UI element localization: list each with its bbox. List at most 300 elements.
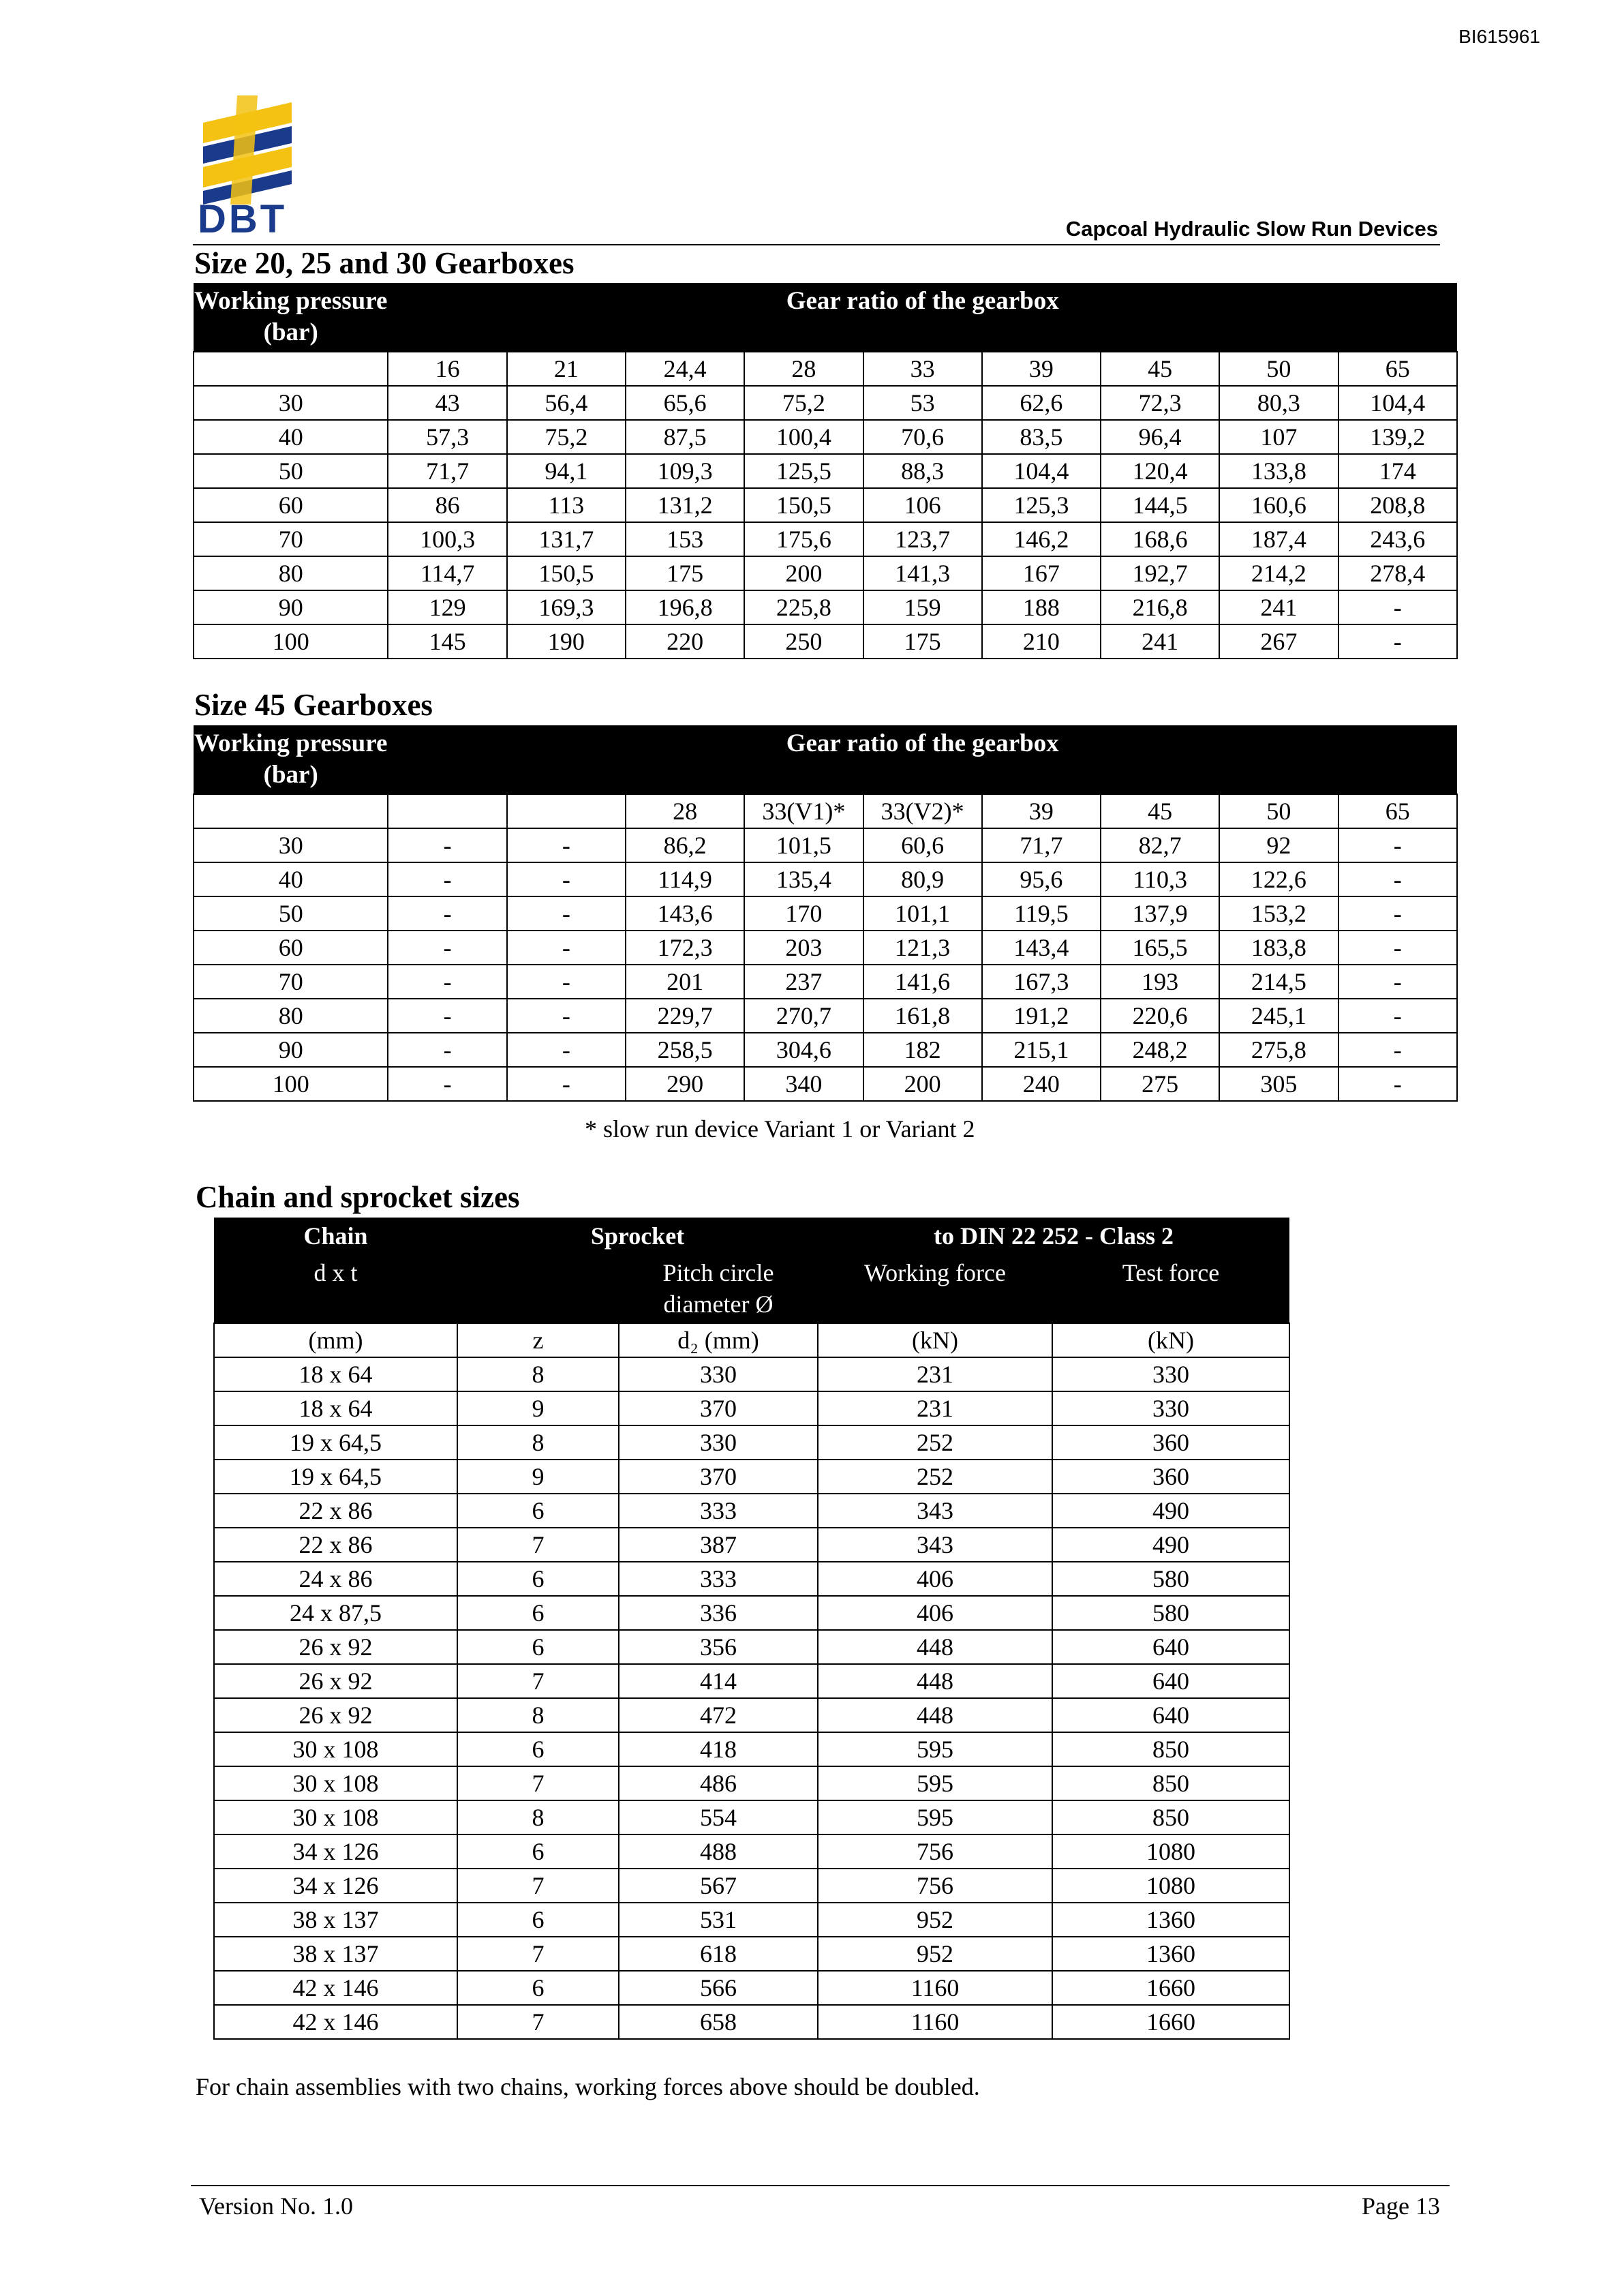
value-cell: 65,6 [626, 386, 744, 420]
value-cell: 86 [388, 488, 506, 522]
value-cell: - [388, 1033, 506, 1067]
ratio-cell: 45 [1101, 352, 1219, 386]
section3-title: Chain and sprocket sizes [196, 1180, 520, 1214]
value-cell: 580 [1052, 1596, 1289, 1630]
value-cell: 330 [1052, 1391, 1289, 1425]
value-cell: 165,5 [1101, 931, 1219, 965]
pressure-cell: 40 [194, 420, 388, 454]
value-cell: 330 [619, 1357, 818, 1391]
table-row [194, 556, 1457, 590]
table-row [214, 1766, 1289, 1800]
value-cell: 360 [1052, 1425, 1289, 1460]
empty-cell [194, 352, 388, 386]
value-cell: - [507, 1067, 626, 1101]
value-cell: 182 [863, 1033, 982, 1067]
value-cell: 104,4 [1338, 386, 1457, 420]
ratio-cell: 28 [626, 794, 744, 828]
table-row [214, 1630, 1289, 1664]
value-cell: 490 [1052, 1494, 1289, 1528]
pressure-cell: 50 [194, 454, 388, 488]
ratio-cell: 33(V1)* [744, 794, 863, 828]
gearbox-45-table [193, 725, 1458, 1102]
chain-dims-header: d x t [214, 1254, 457, 1323]
value-cell: 229,7 [626, 999, 744, 1033]
value-cell: 119,5 [982, 896, 1101, 931]
ratio-cell [388, 794, 506, 828]
value-cell: 188 [982, 590, 1101, 624]
value-cell: 62,6 [982, 386, 1101, 420]
value-cell: 241 [1101, 624, 1219, 659]
value-cell: 6 [457, 1596, 619, 1630]
value-cell: 26 x 92 [214, 1698, 457, 1732]
table-row [194, 828, 1457, 862]
value-cell: 7 [457, 1937, 619, 1971]
unit-cell: (kN) [1052, 1323, 1289, 1357]
value-cell: 24 x 87,5 [214, 1596, 457, 1630]
value-cell: 210 [982, 624, 1101, 659]
value-cell: 1160 [818, 1971, 1052, 2005]
value-cell: 143,6 [626, 896, 744, 931]
value-cell: - [388, 1067, 506, 1101]
pressure-cell: 100 [194, 1067, 388, 1101]
value-cell: 57,3 [388, 420, 506, 454]
table-row [214, 1903, 1289, 1937]
value-cell: 554 [619, 1800, 818, 1834]
value-cell: - [1338, 624, 1457, 659]
value-cell: 75,2 [507, 420, 626, 454]
value-cell: 167 [982, 556, 1101, 590]
value-cell: 531 [619, 1903, 818, 1937]
value-cell: 486 [619, 1766, 818, 1800]
ratio-cell: 50 [1219, 794, 1338, 828]
value-cell: 104,4 [982, 454, 1101, 488]
pressure-cell: 90 [194, 590, 388, 624]
gearbox-20-25-30-table [193, 283, 1458, 659]
value-cell: 153 [626, 522, 744, 556]
value-cell: 137,9 [1101, 896, 1219, 931]
value-cell: 243,6 [1338, 522, 1457, 556]
ratio-cell: 28 [744, 352, 863, 386]
ratio-cell: 39 [982, 794, 1101, 828]
value-cell: 278,4 [1338, 556, 1457, 590]
value-cell: 340 [744, 1067, 863, 1101]
pressure-cell: 80 [194, 999, 388, 1033]
value-cell: 92 [1219, 828, 1338, 862]
value-cell: 9 [457, 1460, 619, 1494]
ratio-cell: 65 [1338, 794, 1457, 828]
table-row [194, 931, 1457, 965]
value-cell: - [507, 828, 626, 862]
value-cell: 159 [863, 590, 982, 624]
table-row [194, 522, 1457, 556]
value-cell: 131,2 [626, 488, 744, 522]
value-cell: 448 [818, 1698, 1052, 1732]
value-cell: 101,5 [744, 828, 863, 862]
value-cell: - [507, 896, 626, 931]
value-cell: 333 [619, 1494, 818, 1528]
teeth-header [457, 1254, 619, 1323]
value-cell: 160,6 [1219, 488, 1338, 522]
value-cell: 26 x 92 [214, 1630, 457, 1664]
pressure-cell: 70 [194, 522, 388, 556]
value-cell: - [388, 862, 506, 896]
value-cell: 7 [457, 2005, 619, 2039]
value-cell: - [507, 999, 626, 1033]
value-cell: 231 [818, 1391, 1052, 1425]
table-row [194, 488, 1457, 522]
value-cell: 56,4 [507, 386, 626, 420]
value-cell: 200 [863, 1067, 982, 1101]
value-cell: 7 [457, 1528, 619, 1562]
value-cell: 952 [818, 1903, 1052, 1937]
value-cell: 7 [457, 1664, 619, 1698]
value-cell: 100,4 [744, 420, 863, 454]
value-cell: 640 [1052, 1664, 1289, 1698]
unit-cell: (mm) [214, 1323, 457, 1357]
value-cell: 208,8 [1338, 488, 1457, 522]
table-row [214, 1460, 1289, 1494]
value-cell: 139,2 [1338, 420, 1457, 454]
value-cell: 42 x 146 [214, 2005, 457, 2039]
value-cell: 168,6 [1101, 522, 1219, 556]
value-cell: 275,8 [1219, 1033, 1338, 1067]
value-cell: 71,7 [388, 454, 506, 488]
ratio-cell: 33(V2)* [863, 794, 982, 828]
value-cell: 75,2 [744, 386, 863, 420]
value-cell: 360 [1052, 1460, 1289, 1494]
value-cell: - [1338, 1067, 1457, 1101]
value-cell: 109,3 [626, 454, 744, 488]
value-cell: 106 [863, 488, 982, 522]
value-cell: 196,8 [626, 590, 744, 624]
table-row [214, 1562, 1289, 1596]
value-cell: 275 [1101, 1067, 1219, 1101]
value-cell: 640 [1052, 1698, 1289, 1732]
value-cell: 96,4 [1101, 420, 1219, 454]
value-cell: 34 x 126 [214, 1869, 457, 1903]
value-cell: 175 [626, 556, 744, 590]
table-row [214, 1800, 1289, 1834]
value-cell: 850 [1052, 1800, 1289, 1834]
gear-ratio-header: Gear ratio of the gearbox [388, 283, 1457, 352]
value-cell: 304,6 [744, 1033, 863, 1067]
value-cell: 8 [457, 1357, 619, 1391]
table-row [194, 999, 1457, 1033]
value-cell: - [1338, 862, 1457, 896]
value-cell: 1660 [1052, 1971, 1289, 2005]
value-cell: 125,5 [744, 454, 863, 488]
ratio-cell: 33 [863, 352, 982, 386]
value-cell: 248,2 [1101, 1033, 1219, 1067]
value-cell: 267 [1219, 624, 1338, 659]
value-cell: 80,3 [1219, 386, 1338, 420]
value-cell: - [388, 965, 506, 999]
value-cell: 71,7 [982, 828, 1101, 862]
value-cell: 330 [1052, 1357, 1289, 1391]
value-cell: 120,4 [1101, 454, 1219, 488]
value-cell: 80,9 [863, 862, 982, 896]
value-cell: 6 [457, 1562, 619, 1596]
pressure-cell: 30 [194, 386, 388, 420]
value-cell: 356 [619, 1630, 818, 1664]
value-cell: - [507, 965, 626, 999]
value-cell: 86,2 [626, 828, 744, 862]
table-row [214, 1528, 1289, 1562]
sprocket-header: Sprocket [457, 1218, 818, 1254]
dbt-logo-text: DBT [198, 197, 288, 241]
table-row [214, 1425, 1289, 1460]
value-cell: 143,4 [982, 931, 1101, 965]
value-cell: - [507, 862, 626, 896]
table-row [214, 1937, 1289, 1971]
value-cell: 191,2 [982, 999, 1101, 1033]
value-cell: - [388, 828, 506, 862]
pressure-cell: 90 [194, 1033, 388, 1067]
value-cell: 170 [744, 896, 863, 931]
ratio-cell [507, 794, 626, 828]
unit-cell: z [457, 1323, 619, 1357]
value-cell: 241 [1219, 590, 1338, 624]
value-cell: 245,1 [1219, 999, 1338, 1033]
value-cell: 1660 [1052, 2005, 1289, 2039]
table-row [194, 590, 1457, 624]
table-row [194, 386, 1457, 420]
ratio-cell: 50 [1219, 352, 1338, 386]
value-cell: 169,3 [507, 590, 626, 624]
value-cell: 237 [744, 965, 863, 999]
value-cell: 252 [818, 1460, 1052, 1494]
units-row [214, 1323, 1289, 1357]
ratio-cell: 21 [507, 352, 626, 386]
value-cell: 370 [619, 1391, 818, 1425]
table-row [194, 862, 1457, 896]
value-cell: 8 [457, 1800, 619, 1834]
value-cell: 252 [818, 1425, 1052, 1460]
value-cell: 566 [619, 1971, 818, 2005]
value-cell: 175,6 [744, 522, 863, 556]
value-cell: 343 [818, 1528, 1052, 1562]
value-cell: 203 [744, 931, 863, 965]
value-cell: 183,8 [1219, 931, 1338, 965]
value-cell: 145 [388, 624, 506, 659]
value-cell: 6 [457, 1732, 619, 1766]
value-cell: 30 x 108 [214, 1766, 457, 1800]
table-row [214, 1664, 1289, 1698]
value-cell: 121,3 [863, 931, 982, 965]
value-cell: 214,2 [1219, 556, 1338, 590]
value-cell: 19 x 64,5 [214, 1460, 457, 1494]
footer-divider [191, 2185, 1450, 2186]
value-cell: 187,4 [1219, 522, 1338, 556]
value-cell: 153,2 [1219, 896, 1338, 931]
chain-sprocket-table [213, 1218, 1290, 2040]
value-cell: 1080 [1052, 1869, 1289, 1903]
value-cell: 200 [744, 556, 863, 590]
value-cell: - [1338, 1033, 1457, 1067]
ratio-row [194, 352, 1457, 386]
value-cell: 161,8 [863, 999, 982, 1033]
working-pressure-header: Working pressure (bar) [194, 283, 388, 352]
value-cell: 330 [619, 1425, 818, 1460]
value-cell: 850 [1052, 1766, 1289, 1800]
pressure-cell: 50 [194, 896, 388, 931]
value-cell: 175 [863, 624, 982, 659]
value-cell: 100,3 [388, 522, 506, 556]
value-cell: - [1338, 590, 1457, 624]
value-cell: 567 [619, 1869, 818, 1903]
value-cell: 72,3 [1101, 386, 1219, 420]
value-cell: 122,6 [1219, 862, 1338, 896]
value-cell: - [1338, 828, 1457, 862]
value-cell: 406 [818, 1596, 1052, 1630]
value-cell: 18 x 64 [214, 1391, 457, 1425]
value-cell: 258,5 [626, 1033, 744, 1067]
value-cell: 1360 [1052, 1937, 1289, 1971]
value-cell: 131,7 [507, 522, 626, 556]
document-id: BI615961 [1458, 26, 1540, 47]
value-cell: 174 [1338, 454, 1457, 488]
value-cell: 30 x 108 [214, 1732, 457, 1766]
ratio-cell: 39 [982, 352, 1101, 386]
value-cell: 448 [818, 1630, 1052, 1664]
header-title: Capcoal Hydraulic Slow Run Devices [1065, 217, 1438, 241]
value-cell: 30 x 108 [214, 1800, 457, 1834]
value-cell: 123,7 [863, 522, 982, 556]
value-cell: 113 [507, 488, 626, 522]
value-cell: 201 [626, 965, 744, 999]
ratio-cell: 65 [1338, 352, 1457, 386]
value-cell: 9 [457, 1391, 619, 1425]
value-cell: 24 x 86 [214, 1562, 457, 1596]
value-cell: - [1338, 931, 1457, 965]
value-cell: 34 x 126 [214, 1834, 457, 1869]
table-row [194, 624, 1457, 659]
test-force-header: Test force [1052, 1254, 1289, 1323]
value-cell: 6 [457, 1630, 619, 1664]
table-row [214, 1596, 1289, 1630]
value-cell: - [388, 999, 506, 1033]
value-cell: 125,3 [982, 488, 1101, 522]
table-row [214, 1698, 1289, 1732]
value-cell: 38 x 137 [214, 1903, 457, 1937]
table-row [194, 1033, 1457, 1067]
pressure-cell: 80 [194, 556, 388, 590]
table-row [194, 454, 1457, 488]
chain-assembly-note: For chain assemblies with two chains, working forces above should be doubled. [196, 2073, 980, 2100]
value-cell: 220 [626, 624, 744, 659]
table-row [214, 1494, 1289, 1528]
table-row [194, 1067, 1457, 1101]
value-cell: 135,4 [744, 862, 863, 896]
pressure-cell: 60 [194, 931, 388, 965]
value-cell: 220,6 [1101, 999, 1219, 1033]
value-cell: 144,5 [1101, 488, 1219, 522]
unit-cell: (kN) [818, 1323, 1052, 1357]
value-cell: 42 x 146 [214, 1971, 457, 2005]
value-cell: 595 [818, 1732, 1052, 1766]
value-cell: - [507, 931, 626, 965]
value-cell: 756 [818, 1834, 1052, 1869]
value-cell: 133,8 [1219, 454, 1338, 488]
value-cell: 141,3 [863, 556, 982, 590]
value-cell: 7 [457, 1766, 619, 1800]
ratio-cell: 45 [1101, 794, 1219, 828]
value-cell: 216,8 [1101, 590, 1219, 624]
value-cell: 129 [388, 590, 506, 624]
value-cell: 60,6 [863, 828, 982, 862]
pressure-cell: 30 [194, 828, 388, 862]
value-cell: 114,9 [626, 862, 744, 896]
value-cell: 150,5 [507, 556, 626, 590]
section1-title: Size 20, 25 and 30 Gearboxes [194, 246, 575, 280]
value-cell: - [507, 1033, 626, 1067]
din-header: to DIN 22 252 - Class 2 [818, 1218, 1289, 1254]
value-cell: 38 x 137 [214, 1937, 457, 1971]
value-cell: 88,3 [863, 454, 982, 488]
value-cell: 43 [388, 386, 506, 420]
value-cell: 214,5 [1219, 965, 1338, 999]
value-cell: 87,5 [626, 420, 744, 454]
table-row [194, 965, 1457, 999]
value-cell: 305 [1219, 1067, 1338, 1101]
table-row [194, 896, 1457, 931]
pressure-cell: 100 [194, 624, 388, 659]
ratio-row [194, 794, 1457, 828]
value-cell: 8 [457, 1698, 619, 1732]
value-cell: 580 [1052, 1562, 1289, 1596]
table-row [194, 420, 1457, 454]
value-cell: 952 [818, 1937, 1052, 1971]
ratio-cell: 24,4 [626, 352, 744, 386]
value-cell: 19 x 64,5 [214, 1425, 457, 1460]
value-cell: 250 [744, 624, 863, 659]
value-cell: 22 x 86 [214, 1528, 457, 1562]
value-cell: - [1338, 999, 1457, 1033]
value-cell: 414 [619, 1664, 818, 1698]
value-cell: 82,7 [1101, 828, 1219, 862]
value-cell: 141,6 [863, 965, 982, 999]
unit-cell: d₂ (mm) [619, 1323, 818, 1357]
pressure-cell: 70 [194, 965, 388, 999]
value-cell: 1080 [1052, 1834, 1289, 1869]
pitch-circle-header: Pitch circle diameter Ø [619, 1254, 818, 1323]
value-cell: 336 [619, 1596, 818, 1630]
value-cell: - [1338, 965, 1457, 999]
value-cell: 6 [457, 1494, 619, 1528]
table-row [214, 1971, 1289, 2005]
table-row [214, 1869, 1289, 1903]
gear-ratio-header: Gear ratio of the gearbox [388, 725, 1457, 794]
value-cell: 167,3 [982, 965, 1101, 999]
value-cell: 595 [818, 1800, 1052, 1834]
table-row [214, 2005, 1289, 2039]
section2-title: Size 45 Gearboxes [194, 688, 433, 722]
value-cell: 6 [457, 1834, 619, 1869]
chain-header: Chain [214, 1218, 457, 1254]
value-cell: 95,6 [982, 862, 1101, 896]
value-cell: 26 x 92 [214, 1664, 457, 1698]
value-cell: 490 [1052, 1528, 1289, 1562]
value-cell: 190 [507, 624, 626, 659]
working-force-header: Working force [818, 1254, 1052, 1323]
value-cell: 70,6 [863, 420, 982, 454]
value-cell: 333 [619, 1562, 818, 1596]
empty-cell [194, 794, 388, 828]
pressure-cell: 60 [194, 488, 388, 522]
value-cell: 107 [1219, 420, 1338, 454]
value-cell: 215,1 [982, 1033, 1101, 1067]
value-cell: 110,3 [1101, 862, 1219, 896]
